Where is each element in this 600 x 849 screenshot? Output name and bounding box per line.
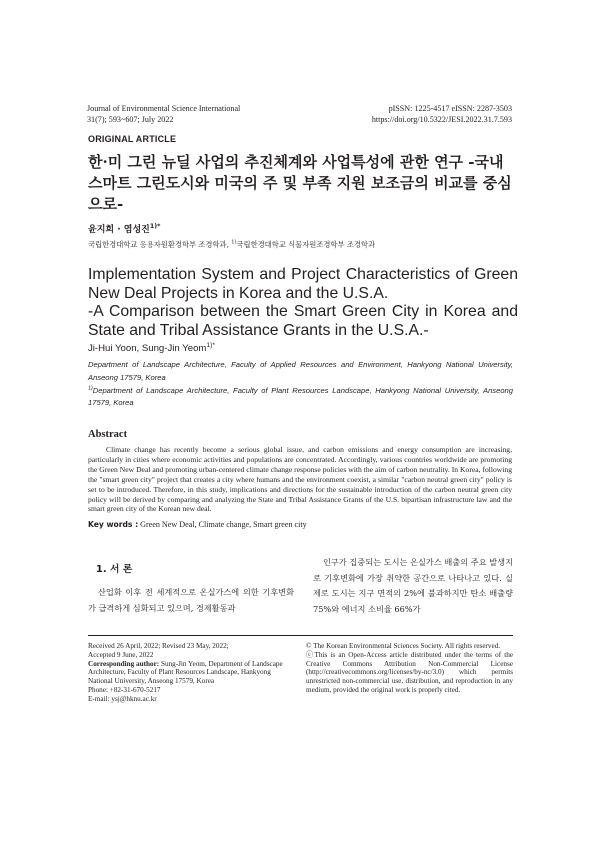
email-link[interactable]: E-mail: ysj@hknu.ac.kr xyxy=(88,694,157,703)
english-affiliation xyxy=(88,359,513,410)
footnote-divider xyxy=(88,635,513,636)
korean-affiliation-marker: 1) xyxy=(231,239,237,246)
korean-authors xyxy=(88,222,160,235)
intro-left-column: 산업화 이후 전 세계적으로 온실가스에 의한 기후변화가 급격하게 심화되고 있으며, 경제활동과 xyxy=(88,587,294,613)
journal-identifiers xyxy=(372,104,512,125)
doi-link[interactable]: https://doi.org/10.5322/JESI.2022.31.7.593 xyxy=(371,114,512,124)
english-author-names: Ji-Hui Yoon, Sung-Jin Yeom xyxy=(88,343,207,354)
english-affiliation-2: Department of Landscape Architecture, Faculty of Plant Resources Landscape, Hankyong National University, Anseong 17579, Korea xyxy=(88,385,513,408)
journal-name: Journal of Environmental Science International xyxy=(87,104,241,113)
intro-right-column: 인구가 집중되는 도시는 온실가스 배출의 주요 발생지로 기후변화에 가장 취약한 공간으로 나타나고 있다. 실제로 도시는 지구 면적의 2%에 불과하지만 탄소 배출량 75%와 에너지 소비율 66%가 xyxy=(313,557,513,614)
article-history-footnote xyxy=(88,642,294,704)
corresponding-author-label: Corresponding author: xyxy=(88,659,160,668)
korean-author-names: 윤지희 · 염성진 xyxy=(88,225,150,235)
korean-affiliation-1: 국립한경대학교 응용자원환경학부 조경학과, xyxy=(88,240,232,249)
license-footnote xyxy=(306,642,513,695)
issn: pISSN: 1225-4517 eISSN: 2287-3503 xyxy=(388,104,512,113)
accepted-date: Accepted 9 June, 2022 xyxy=(88,650,154,659)
abstract-body: Climate change has recently become a serious global issue, and carbon emissions and energy consumption are increasing, particularly in cities where economic activities and populations are concentrated. Accordingly, various countries worldwide are promoting the Green New Deal and promoting urban-centered climate change response policies with the aim of carbon neutrality. In Korea, following the "smart green city" project that creates a city where humans and the environment coexist, a similar "carbon neutral green city" policy is set to be introduced. Therefore, in this study, implications and directions for the sustainable introduction of the carbon neutral green city policy will be derived by comparing and analyzing the State and Tribal Assistance Grants of the U.S. bipartisan infrastructure law and the smart green city of the Korean new deal. xyxy=(88,445,512,514)
english-title xyxy=(88,266,518,340)
english-author-marker: 1)* xyxy=(206,341,215,349)
journal-issue: 31(7); 593~607; July 2022 xyxy=(87,114,174,124)
section-heading-introduction: 1. 서 론 xyxy=(96,564,133,575)
english-affiliation-marker: 1) xyxy=(88,385,93,392)
license-text: ⓒThis is an Open-Access article distributed under the terms of the Creative Commons Attribution Non-Commercial License (http://creativecommons.org/licenses/by-nc/3.0) which permits unrestricted non-commercial use, distribution, and reproduction in any medium, provided the original work is properly cited. xyxy=(306,650,513,694)
journal-header xyxy=(87,104,240,125)
keywords xyxy=(88,520,307,529)
copyright-notice: © The Korean Environmental Sciences Society. All rights reserved. xyxy=(306,642,501,650)
article-type: ORIGINAL ARTICLE xyxy=(88,134,177,144)
english-affiliation-1: Department of Landscape Architecture, Faculty of Applied Resources and Environment, Hankyong National University, Anseong 17579, Korea xyxy=(88,360,513,382)
english-title-subtitle: -A Comparison between the Smart Green City in Korea and State and Tribal Assistance Grants in the U.S.A.- xyxy=(88,303,518,339)
english-authors xyxy=(88,343,215,354)
korean-title: 한·미 그린 뉴딜 사업의 추진체계와 사업특성에 관한 연구 -국내 스마트 그린도시와 미국의 주 및 부족 지원 보조금의 비교를 중심으로- xyxy=(88,153,512,213)
korean-affiliation-2: 국립한경대학교 식물자원조경학부 조경학과 xyxy=(236,240,376,249)
corresponding-author xyxy=(88,660,294,686)
english-title-main: Implementation System and Project Characteristics of Green New Deal Projects in Korea and the U.S.A. xyxy=(88,266,518,302)
keywords-values: Green New Deal, Climate change, Smart green city xyxy=(140,520,307,529)
korean-affiliation xyxy=(88,240,375,250)
corresponding-author-text: Sung-Jin Yeom, Department of Landscape Architecture, Faculty of Plant Resources Landscape, Hankyong National University, Anseong 17579, Korea xyxy=(88,659,283,686)
received-date: Received 26 April, 2022; Revised 23 May, 2022; xyxy=(88,642,229,650)
abstract-heading: Abstract xyxy=(88,429,128,440)
phone: Phone: +82-31-670-5217 xyxy=(88,685,161,694)
korean-author-marker: 1)* xyxy=(149,223,161,230)
english-affiliation-2-wrap xyxy=(88,385,513,411)
keywords-label: Key words : xyxy=(88,520,139,529)
